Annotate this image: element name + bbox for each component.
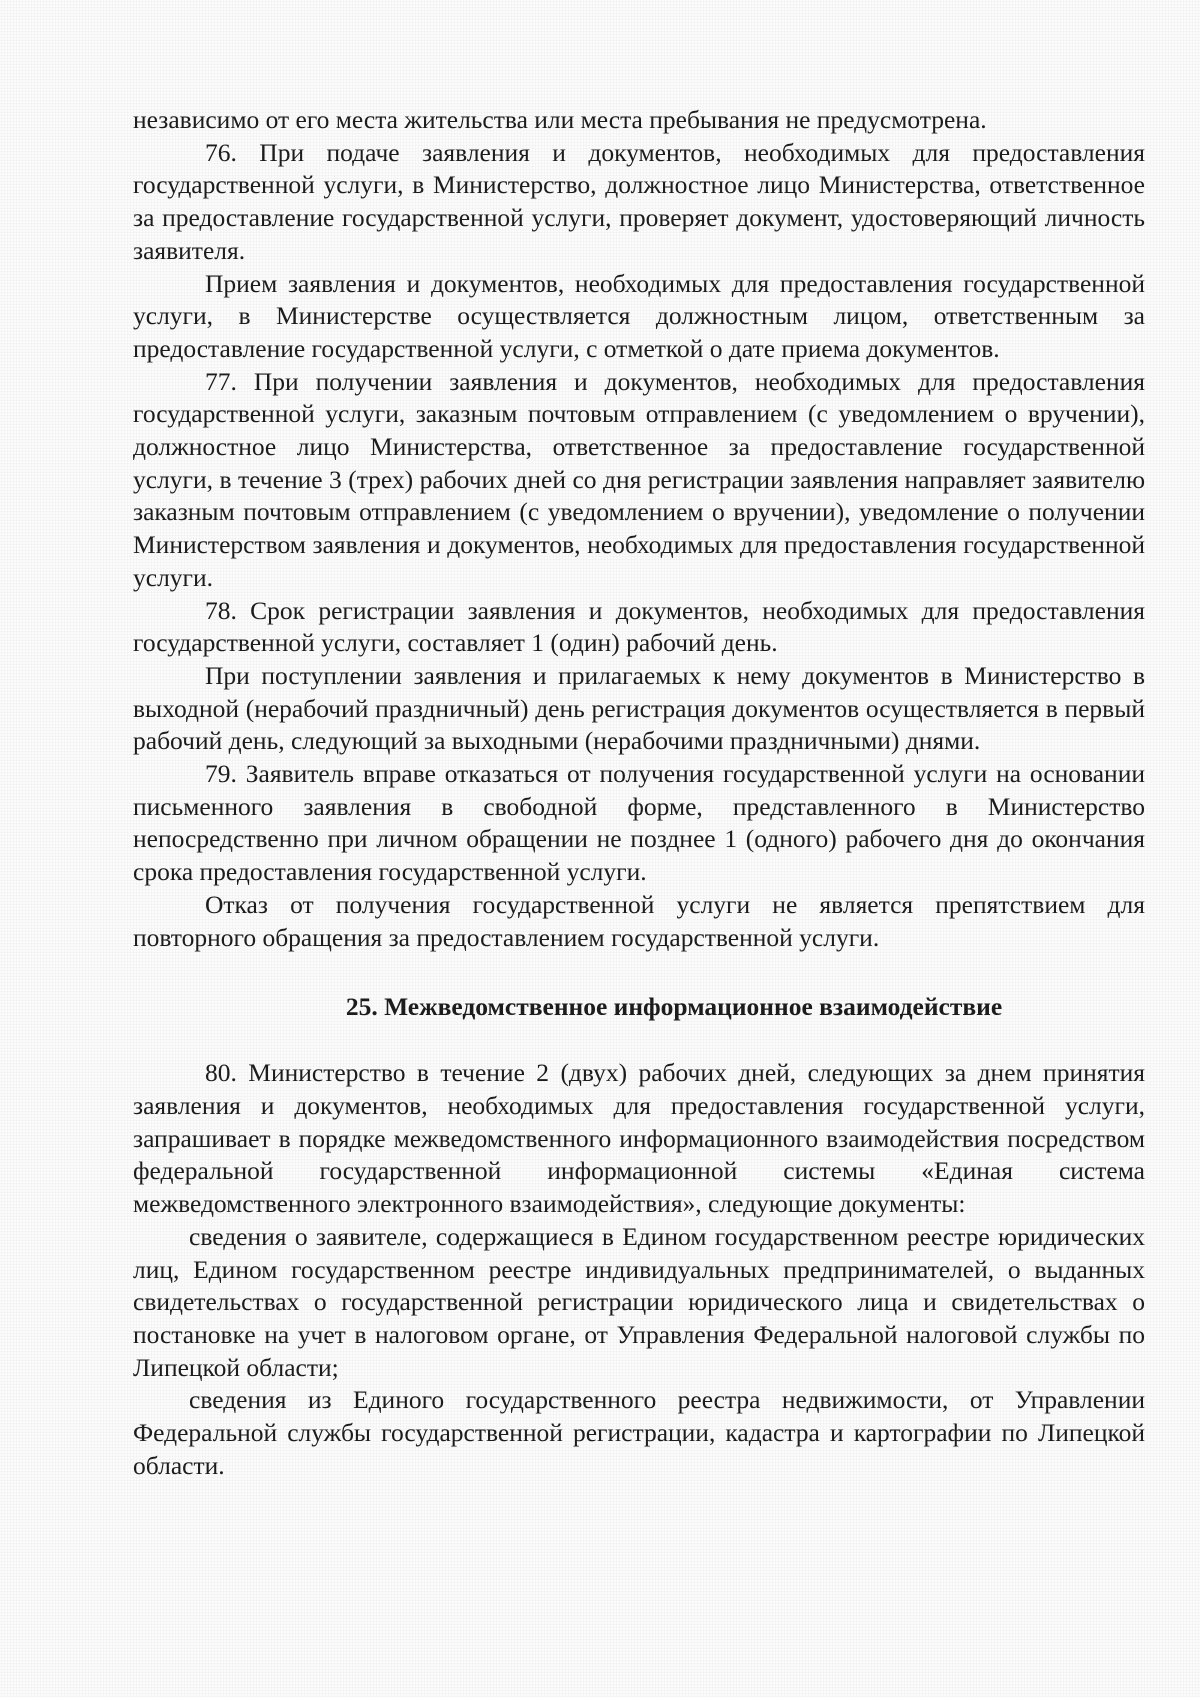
paragraph-76-reception: Прием заявления и документов, необходимых для предоставления государственной услуги, в Министерстве осуществляется должностным лицом, ответственным за предоставление государственной услуги, с отметкой о дате приема документов. [133, 268, 1145, 363]
section-heading-25: 25. Межведомственное информационное взаимодействие [345, 992, 1003, 1022]
paragraph-80-item-realty: сведения из Единого государственного реестра недвижимости, от Управлении Федеральной службы государственной регистрации, кадастра и картографии по Липецкой области. [133, 1385, 1145, 1480]
paragraph-80-item-tax: сведения о заявителе, содержащиеся в Едином государственном реестре юридических лиц, Едином государственном реестре индивидуальных предпринимателей, о выданных свидетельствах о государственной регистрации юридического лица и свидетельствах о постановке на учет в налоговом органе, от Управления Федеральной налоговой службы по Липецкой области; [133, 1221, 1145, 1382]
paragraph-78-holidays: При поступлении заявления и прилагаемых к нему документов в Министерство в выходной (нерабочий праздничный) день регистрация документов осуществляется в первый рабочий день, следующий за выходными (нерабочими праздничными) днями. [133, 660, 1145, 756]
paragraph-79: 79. Заявитель вправе отказаться от получения государственной услуги на основании письменного заявления в свободной форме, представленного в Министерство непосредственно при личном обращении не позднее 1 (одного) рабочего дня до окончания срока предоставления государственной услуги. [133, 759, 1145, 887]
document-body [133, 104, 1145, 1482]
paragraph-78: 78. Срок регистрации заявления и документов, необходимых для предоставления государственной услуги, составляет 1 (один) рабочий день. [133, 595, 1145, 658]
paragraph-77: 77. При получении заявления и документов, необходимых для предоставления государственной услуги, заказным почтовым отправлением (с уведомлением о вручении), должностное лицо Министерства, ответственное за предоставление государственной услуги, в течение 3 (трех) рабочих дней со дня регистрации заявления направляет заявителю заказным почтовым отправлением (с уведомлением о вручении), уведомление о получении Министерством заявления и документов, необходимых для предоставления государственной услуги. [133, 366, 1145, 592]
paragraph-79-refusal: Отказ от получения государственной услуги не является препятствием для повторного обращения за предоставлением государственной услуги. [133, 889, 1145, 952]
paragraph-continuation: независимо от его места жительства или места пребывания не предусмотрена. [133, 105, 987, 134]
paragraph-80: 80. Министерство в течение 2 (двух) рабочих дней, следующих за днем принятия заявления и документов, необходимых для предоставления государственной услуги, запрашивает в порядке межведомственного информационного взаимодействия посредством федеральной государственной информационной системы «Единая система межведомственного электронного взаимодействия», следующие документы: [133, 1058, 1145, 1219]
paragraph-76: 76. При подаче заявления и документов, необходимых для предоставления государственной услуги, в Министерство, должностное лицо Министерства, ответственное за предоставление государственной услуги, проверяет документ, удостоверяющий личность заявителя. [133, 137, 1145, 265]
